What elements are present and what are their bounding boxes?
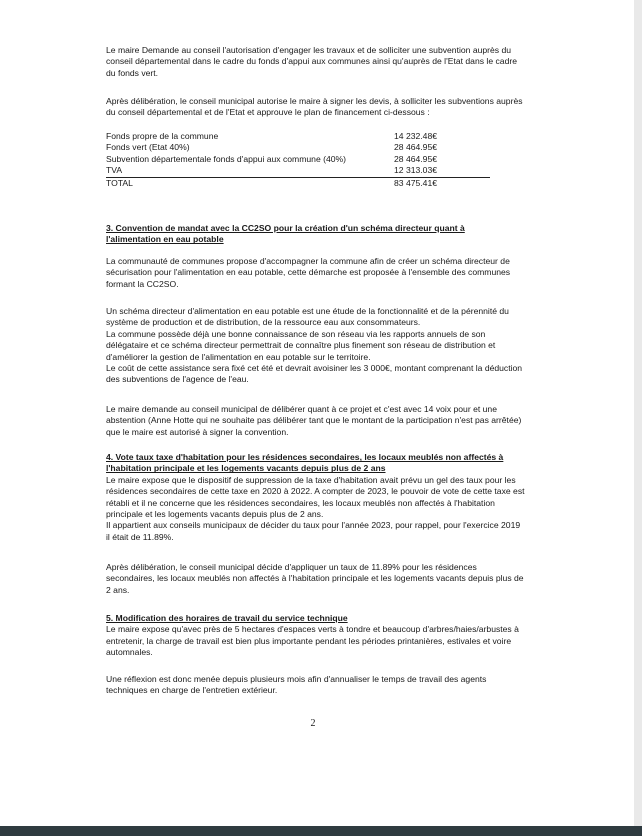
intro-paragraph-2 (106, 96, 526, 119)
section-3-text-1: La communauté de communes propose d'accompagner la commune afin de créer un schéma directeur de sécurisation pour l'alimentation en eau potable, cette démarche est proposée à l'ensemble des communes formant la CC2SO. (106, 256, 511, 289)
financing-row (106, 142, 490, 153)
financing-total-amount: 83 475.41€ (394, 177, 438, 188)
section-3-para-2 (106, 306, 526, 386)
section-4-para-3 (106, 562, 526, 596)
section-3-text-4: Le coût de cette assistance sera fixé cet été et devrait avoisiner les 3 000€, montant comprenant la déduction des subventions de l'agence de l'eau. (106, 363, 523, 385)
section-3-text-5: Le maire demande au conseil municipal de délibérer quant à ce projet et c'est avec 14 voix pour et une abstention (Anne Hotte qui ne souhaite pas délibérer tant que le montant de la participation n'est pas arrêtée) que le maire est autorisé à signer la convention. (106, 404, 522, 437)
financing-label: Fonds vert (Etat 40%) (106, 142, 190, 153)
intro-text-1: Le maire Demande au conseil l'autorisation d'engager les travaux et de solliciter une subvention auprès du conseil départemental dans le cadre du fonds d'appui aux communes ainsi qu'auprès de l'Etat dans le cadre du fonds vert. (106, 45, 517, 78)
financing-amount: 12 313.03€ (394, 165, 490, 177)
section-5-text-2: Une réflexion est donc menée depuis plusieurs mois afin d'annualiser le temps de travail des agents techniques en charge de l'entretien extérieur. (106, 674, 487, 696)
financing-label: Subvention départementale fonds d'appui aux commune (40%) (106, 153, 347, 164)
section-3-text-2: Un schéma directeur d'alimentation en eau potable est une étude de la fonctionnalité et de la pérennité du système de production et de distribution, de la ressource eau aux consommateurs. (106, 306, 509, 328)
section-4-text-3: Après délibération, le conseil municipal décide d'appliquer un taux de 11.89% pour les résidences secondaires, les locaux meublés non affectés à l'habitation principale et les logements vacants depuis plus de 2 ans. (106, 562, 524, 595)
section-5-text-1: Le maire expose qu'avec près de 5 hectares d'espaces verts à tondre et beaucoup d'arbres/haies/arbustes à entretenir, la charge de travail est bien plus importante pendant les périodes printanières, estivales et voire automnales. (106, 624, 519, 658)
financing-row-tva (106, 165, 490, 177)
financing-label: Fonds propre de la commune (106, 131, 219, 141)
section-5 (106, 613, 526, 659)
intro-text-2: Après délibération, le conseil municipal autorise le maire à signer les devis, à solliciter les subventions auprès du conseil départemental et de l'Etat et approuve le plan de financement ci-dessous : (106, 96, 523, 118)
financing-amount: 28 464.95€ (394, 142, 438, 153)
section-4-text-1: Le maire expose que le dispositif de suppression de la taxe d'habitation avait prévu un gel des taux pour les résidences secondaires de cette taxe en 2020 à 2022. A compter de 2023, le pouvoir de vote de cette taxe est rétabli et il ne concerne que les résidences secondaires, les locaux meublés non affectés à l'habitation principale et les logements vacants depuis plus de 2 ans. (106, 474, 525, 520)
financing-amount: 28 464.95€ (394, 153, 438, 164)
section-5-heading: 5. Modification des horaires de travail du service technique (106, 613, 348, 623)
section-3-text-3: La commune possède déjà une bonne connaissance de son réseau via les rapports annuels de son délégataire et ce schéma directeur permettrait de connaître plus finement son réseau de distribution et d'améliorer la gestion de l'alimentation en eau potable sur le territoire. (106, 328, 496, 362)
financing-amount: 14 232.48€ (394, 131, 438, 141)
financing-row (106, 131, 490, 142)
section-3 (106, 223, 526, 246)
section-3-para-5 (106, 404, 526, 438)
page-number: 2 (310, 718, 316, 729)
section-3-heading-cont: l'alimentation en eau potable (106, 234, 224, 245)
section-4-text-2: Il appartient aux conseils municipaux de décider du taux pour l'année 2023, pour rappel, pour l'exercice 2019 il était de 11.89%. (106, 520, 521, 542)
financing-total-label: TOTAL (106, 177, 133, 188)
section-5-para-2 (106, 674, 526, 697)
section-4-heading-cont: l'habitation principale et les logements vacants depuis plus de 2 ans (106, 463, 386, 474)
financing-label: TVA (106, 165, 394, 177)
viewer-bottom-bar (0, 826, 642, 836)
section-3-para-1 (106, 256, 526, 290)
section-4 (106, 452, 526, 543)
section-3-heading: 3. Convention de mandat avec la CC2SO pour la création d'un schéma directeur quant à (106, 223, 465, 233)
financing-row (106, 154, 490, 165)
section-4-heading: 4. Vote taux taxe d'habitation pour les résidences secondaires, les locaux meublés non affectés à (106, 452, 504, 462)
financing-table (106, 131, 490, 189)
financing-row-total (106, 177, 490, 189)
intro-paragraph-1 (106, 45, 526, 79)
